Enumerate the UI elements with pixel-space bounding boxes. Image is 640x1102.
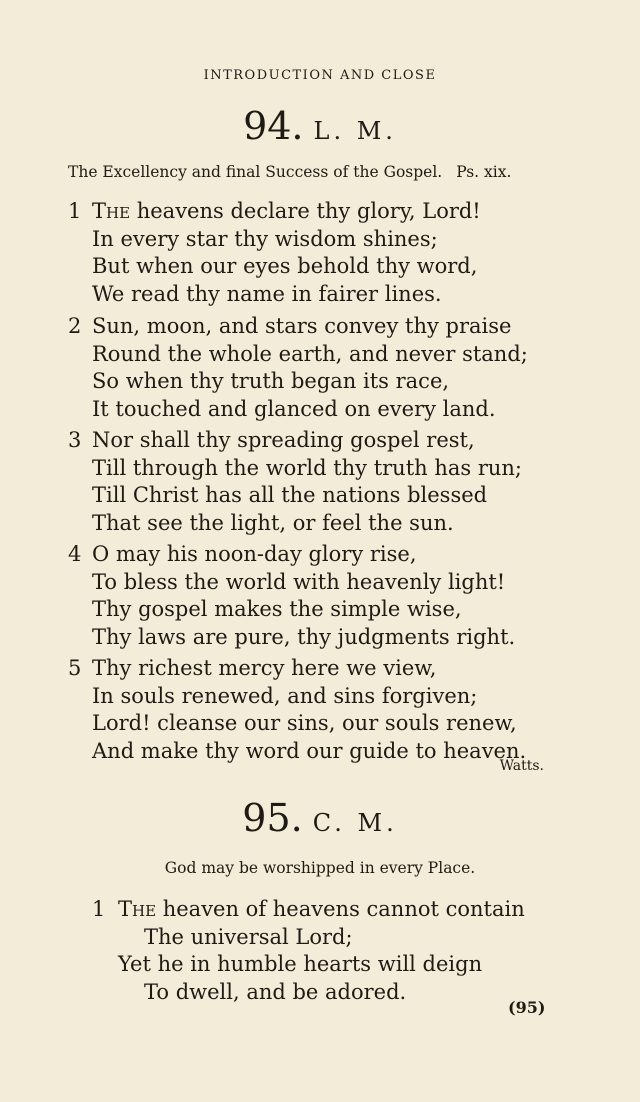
hymn-95-subtitle — [0, 859, 640, 877]
verse-text: Thy laws are pure, thy judgments right. — [92, 624, 516, 649]
verse-text: O may his noon-day glory rise, — [92, 542, 417, 566]
hymn-94-meter: L. M. — [313, 117, 397, 145]
verse-text: heaven of heavens cannot contain — [156, 897, 525, 921]
verse-text: Sun, moon, and stars convey thy praise — [92, 314, 512, 338]
stanza-number: 4 — [68, 542, 82, 566]
hymn-94-reference: Ps. xix. — [456, 163, 512, 181]
hymn-94-number: 94. — [243, 104, 304, 148]
verse-text: Till through the world thy truth has run; — [92, 455, 523, 480]
stanza-number: 1 — [68, 199, 82, 223]
hymn-94-subtitle — [68, 163, 511, 181]
verse-text: We read thy name in fairer lines. — [92, 281, 442, 306]
stanza-number: 1 — [92, 897, 106, 921]
verse-text: It touched and glanced on every land. — [92, 396, 496, 421]
stanza-number: 3 — [68, 428, 82, 452]
verse-text: To dwell, and be adored. — [144, 979, 407, 1004]
hymn-94-author: Watts. — [499, 758, 544, 774]
hymn-95-meter: C. M. — [312, 809, 398, 837]
verse-text: Till Christ has all the nations blessed — [92, 483, 488, 507]
first-word: The — [92, 199, 131, 223]
hymn-95-heading — [0, 796, 640, 840]
verse-text: But when our eyes behold thy word, — [92, 254, 478, 278]
hymn-95-number: 95. — [242, 796, 303, 840]
running-head: INTRODUCTION AND CLOSE — [203, 68, 437, 83]
verse-text: In souls renewed, and sins forgiven; — [92, 683, 478, 708]
verse-text: Thy gospel makes the simple wise, — [92, 597, 462, 621]
verse-text: And make thy word our guide to heaven. — [92, 738, 527, 763]
verse-text: heavens declare thy glory, Lord! — [130, 199, 481, 223]
verse-text: Round the whole earth, and never stand; — [92, 341, 528, 366]
verse-text: The universal Lord; — [144, 924, 353, 949]
stanza-number: 2 — [68, 314, 82, 338]
verse-text: To bless the world with heavenly light! — [92, 569, 506, 594]
verse-text: In every star thy wisdom shines; — [92, 226, 438, 251]
stanza-number: 5 — [68, 656, 82, 680]
hymn-94-heading — [0, 104, 640, 148]
first-word: The — [118, 897, 157, 921]
verse-text: Lord! cleanse our sins, our souls renew, — [92, 711, 517, 735]
verse-text: So when thy truth began its race, — [92, 369, 450, 393]
hymn-95-title: God may be worshipped in every Place. — [164, 859, 476, 877]
verse-text: Thy richest mercy here we view, — [92, 656, 437, 680]
verse-text: Yet he in humble hearts will deign — [118, 952, 483, 976]
page-number: (95) — [508, 998, 546, 1017]
verse-text: That see the light, or feel the sun. — [92, 510, 454, 535]
hymn-94-title: The Excellency and final Success of the Gospel. — [68, 163, 443, 181]
verse-text: Nor shall thy spreading gospel rest, — [92, 428, 475, 452]
